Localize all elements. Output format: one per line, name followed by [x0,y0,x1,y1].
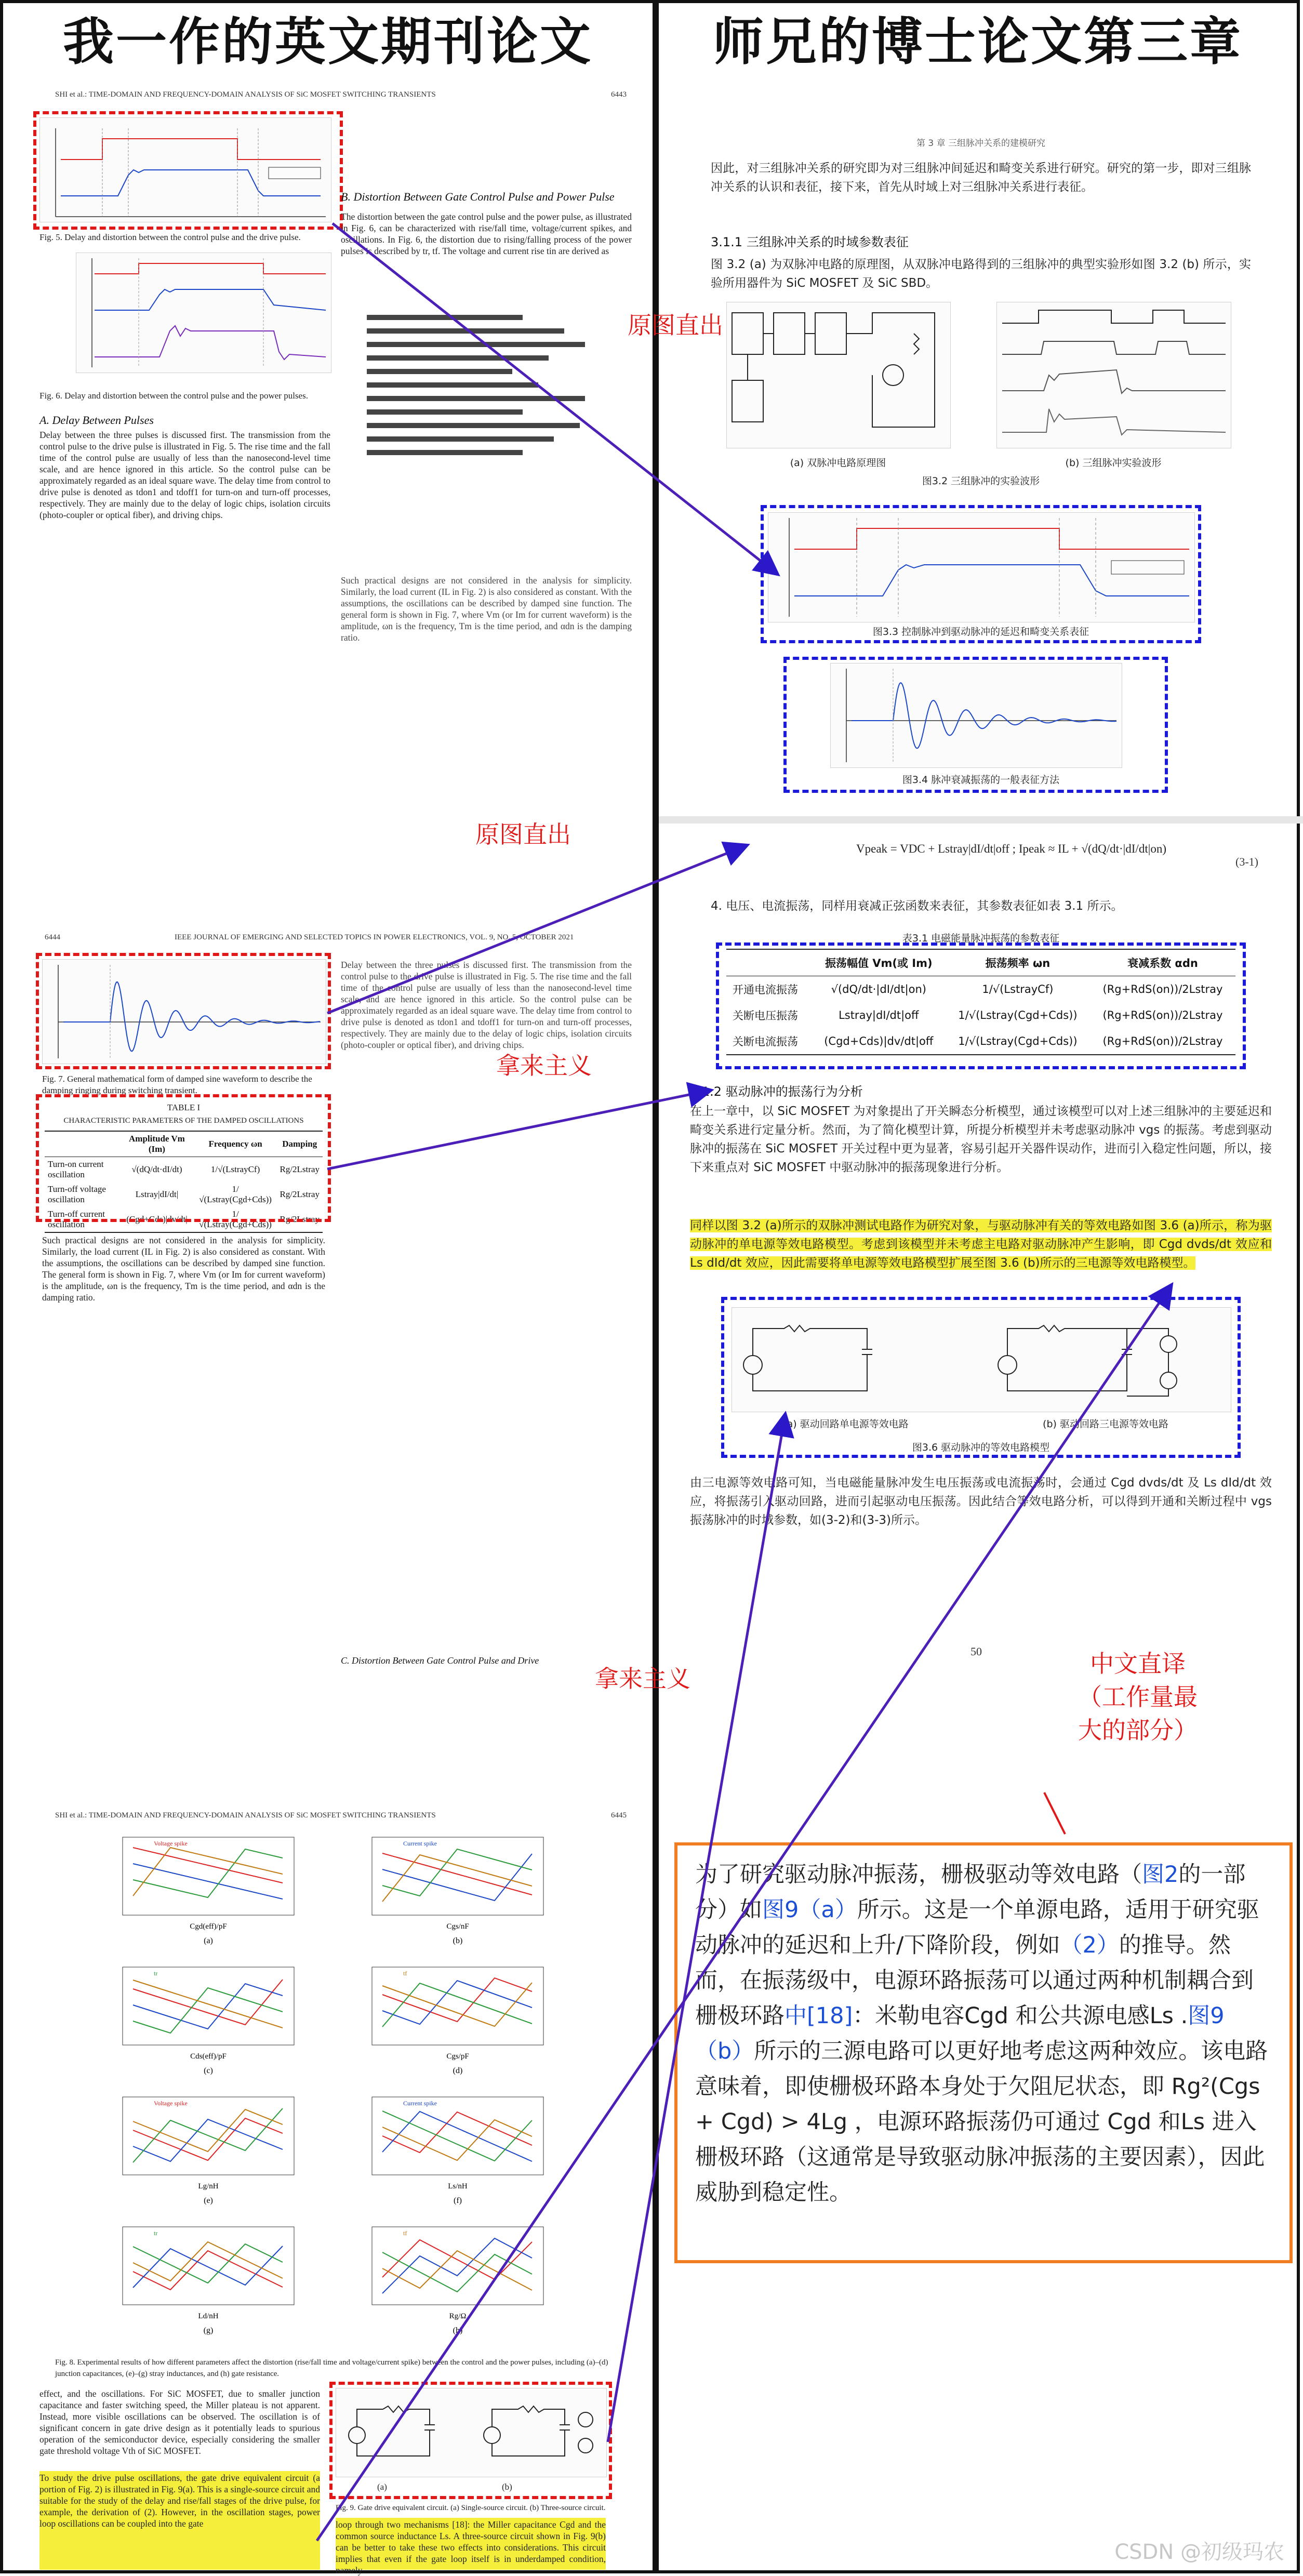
section-312-heading: 3.1.2 驱动脉冲的振荡行为分析 [690,1084,863,1099]
left-panel-title: 我一作的英文期刊论文 [62,12,593,72]
table-header-cell: 衰减系数 αdn [1090,949,1235,976]
fig9-highlight-frame [329,2382,612,2499]
highlighted-text: 同样以图 3.2 (a)所示的双脉冲测试电路作为研究对象，与驱动脉冲有关的等效电路如图 3.6 (a)所示，称为驱动脉冲的单电源等效电路模型。考虑到该模型并未考虑主电路对驱动脉冲产生影响，即 Cgd dvds/dt 效应和 Ls dId/dt 效应，因此需要将单电源等效电路模型扩展至图 3.6 (b)所示的三电源等效电路模型。 [690,1219,1272,1270]
fig8-xlabel: Ls/nH [448,2182,468,2190]
table-cell: 关断电压振荡 [733,1010,798,1022]
page-number: 6444 [45,933,60,941]
table-cell: (Cgd+Cds)|dv/dt|off [824,1035,934,1047]
section-312-paragraph: 在上一章中，以 SiC MOSFET 为对象提出了开关瞬态分析模型，通过该模型可以对上述三组脉冲的主要延迟和畸变关系进行定量分析。然而，为了简化模型计算，所提分析模型并未考虑驱动脉冲 vgs 的振荡。考虑到驱动脉冲的振荡在 SiC MOSFET 开关过程中更为显著，容易引起开关器件误动作，进而引入稳定性问题，所以，接下来重点对 SiC MOSFET 中驱动脉冲的振荡现象进行分析。 [690,1105,1272,1174]
translation-text: 所示。这是一个单源电路，适用于研究驱动脉冲的延迟和上升/下降阶段，例如 [695,1897,1259,1958]
table-cell: 关断电流振荡 [733,1035,798,1048]
label-line: （工作量最 [1078,1683,1198,1711]
equation-3-1-number: (3-1) [1235,855,1258,868]
fig8-sublabel: (c) [204,2066,213,2075]
intro-paragraph: 因此，对三组脉冲关系的研究即为对三组脉冲间延迟和畸变关系进行研究。研究的第一步，即对三组脉冲关系的认识和表征，接下来，首先从时域上对三组脉冲关系进行表征。 [711,162,1251,194]
fig33-caption: 图3.3 控制脉冲到驱动脉冲的延迟和畸变关系表征 [872,626,1089,638]
table-cell: 1/√(LstrayCf) [210,1164,260,1174]
table-cell: 1/√(Lstray(Cgd+Cds)) [199,1209,272,1229]
fig32b-waveforms [996,302,1231,448]
highlighted-target-paragraph [690,1216,1272,1272]
fig8-subplot-chart [91,1827,330,1951]
section-b-heading: B. Distortion Between Gate Control Pulse and Power Pulse [341,190,615,203]
label-direct-figure-2: 原图直出 [475,820,571,848]
fig8-subplot-chart [91,2216,330,2341]
fig8-sublabel: (g) [203,2326,214,2335]
table-cell: 1/√(LstrayCf) [982,983,1054,995]
fig8-subplot [341,1957,580,2081]
fig6-plot [76,253,331,373]
page-number: 50 [970,1645,982,1658]
highlighted-source-paragraph: To study the drive pulse oscillations, the gate drive equivalent circuit (a portion of Fig. 2) is illustrated in Fig. 9(a). This is a single-source circuit and suitable for the study of the delay and rise/fall stages of the drive pulse, for example, the derivation of (2). However, in the oscillation stages, power loop oscillations can be coupled into the gate [39,2473,320,2529]
fig32a-circuit [726,302,951,448]
label-borrow-2: 拿来主义 [595,1665,690,1693]
fig8-subplot-chart [341,1957,580,2081]
fig8-xlabel: Ld/nH [198,2312,219,2320]
fig32a-caption: (a) 双脉冲电路原理图 [790,457,886,469]
fig8-xlabel: Cgs/pF [446,2052,469,2061]
table-cell: 1/√(Lstray(Cgd+Cds)) [958,1035,1078,1047]
translation-text: 为了研究驱动脉冲振荡，栅极驱动等效电路（ [695,1862,1142,1888]
fig36b-caption: (b) 驱动回路三电源等效电路 [1043,1418,1168,1430]
fig5-highlight-frame [33,111,343,230]
translation-text: 所示的三源电路可以更好地考虑这两种效应。该电路意味着，即使栅极环路本身处于欠阻尼状态，即 Rg²(Cgs + Cgd) > 4Lg ，电源环路振荡仍可通过 Cgd 和Ls 进入栅极环路（这通常是导致驱动脉冲振荡的主要因素），因此威胁到稳定性。 [695,2038,1268,2206]
fig8-xlabel: Lg/nH [198,2182,219,2190]
fig8-subplot [91,2087,330,2211]
translation-text: ：米勒电容Cgd 和公共源电感Ls . [853,2003,1188,2029]
table-header-cell: Frequency ωn [194,1131,277,1157]
fig8-subplot [91,1957,330,2081]
fig32b-plot [997,302,1231,448]
fig9a-label: (a) [377,2482,387,2492]
fig9-caption: Fig. 9. Gate drive equivalent circuit. (a) Single-source circuit. (b) Three-source circuit. [336,2504,606,2512]
page-header: SHI et al.: TIME-DOMAIN AND FREQUENCY-DOMAIN ANALYSIS OF SiC MOSFET SWITCHING TRANSIENTS [55,90,436,99]
fig8-xlabel: Cds(eff)/pF [190,2052,227,2061]
fig8-subplot [91,1827,330,1951]
table-header-cell: Amplitude Vm (Im) [119,1131,194,1157]
reference-link[interactable]: 图9（a） [762,1897,857,1923]
fig7-caption: Fig. 7. General mathematical form of damped sine waveform to describe the damping ringing during switching transient. [42,1074,312,1095]
equation-3-1: Vpeak = VDC + Lstray|dI/dt|off ; Ipeak ≈ IL + √(dQ/dt·|dI/dt|on) [856,842,1166,855]
label-line: 中文直译 [1090,1650,1186,1678]
table-cell: 1/√(Lstray(Cgd+Cds)) [199,1184,272,1204]
equations-block [362,310,611,466]
table-cell: Rg/2Lstray [280,1189,320,1199]
fig8-legend-entry: tf [403,2229,407,2237]
translation-text: 的推导。然而，在振荡级中，电源环路振荡可以通过两种机制耦合到栅极环路 [695,1932,1254,2029]
table-cell: Lstray|dI/dt| [135,1189,179,1199]
section-311-heading: 3.1.1 三组脉冲关系的时域参数表征 [711,235,909,249]
fig8-xlabel: Cgs/nF [446,1922,469,1931]
table1-subtitle: CHARACTERISTIC PARAMETERS OF THE DAMPED OSCILLATIONS [63,1117,304,1125]
fig8-sublabel: (d) [453,2066,463,2075]
fig9b-label: (b) [502,2482,512,2492]
table-cell: Turn-off current oscillation [48,1209,105,1229]
table-cell: (Cgd+Cds)|dv/dt| [126,1214,188,1224]
table31-title: 表3.1 电磁能量脉冲振荡的参数表征 [902,933,1060,944]
highlighted-source-paragraph-2: loop through two mechanisms [18]: the Miller capacitance Cgd and the common source inductance Ls. A three-source circuit shown in Fig. 9(b) can be better to take these two effects into considerations. This circuit implies that even if the gate loop itself is in underdamped condition, namely [336,2519,606,2575]
page6444-column2: Delay between the three pulses is discussed first. The transmission from the control pulse to the drive pulse is illustrated in Fig. 5. The rise time and the fall time of the control pulse are usually of less than the nanosecond-level time scale, and are hence ignored in this article. So the control pulse can be approximately regarded as an ideal square wave. The delay time from control to drive pulse is denoted as tdon1 and tdoff1 for turn-on and turn-off processes, respectively. They are mainly due to the delay of logic chips, isolation circuits (photo-coupler or optical fiber), and driving chips. [341,960,632,1050]
fig32-caption: 图3.2 三组脉冲的实验波形 [922,475,1040,487]
fig32b-caption: (b) 三组脉冲实验波形 [1065,457,1162,469]
fig8-caption: Fig. 8. Experimental results of how different parameters affect the distortion (rise/fall time and voltage/current spike) between the control and the power pulses, including (a)–(d) junction capacitances, (e)–(g) stray inductances, and (h) gate resistance. [55,2358,608,2378]
fig8-sublabel: (e) [204,2196,213,2205]
table-cell: Turn-on current oscillation [48,1159,104,1179]
right-panel [656,0,1300,2573]
table-cell: (Rg+RdS(on))/2Lstray [1102,1035,1223,1047]
fig6-caption: Fig. 6. Delay and distortion between the control pulse and the power pulses. [39,391,308,401]
fig34-highlight-frame [783,657,1168,793]
item-4-text: 4. 电压、电流振荡，同样用衰减正弦函数来表征，其参数表征如表 3.1 所示。 [711,899,1123,913]
fig8-legend-entry: tr [154,1970,158,1977]
fig32a-schematic [727,302,950,448]
fig8-subplot-chart [341,2216,580,2341]
fig8-subplot-chart [341,2087,580,2211]
table-cell: (Rg+RdS(on))/2Lstray [1102,1009,1223,1021]
page-header: IEEE JOURNAL OF EMERGING AND SELECTED TOPICS IN POWER ELECTRONICS, VOL. 9, NO. 5, OCTOBER 2021 [175,933,574,941]
section-b-paragraph: The distortion between the gate control pulse and the power pulse, as illustrated in Fig. 6, can be characterized with rise/fall time, voltage/current spikes, and oscillations. In Fig. 6, the distortion due to rising/falling process of the power pulses is described by tr, tf. The voltage and current rise tin are derived as [341,211,632,256]
section-a-heading: A. Delay Between Pulses [39,414,154,427]
fig6-waveform [76,253,331,373]
fig8-sublabel: (h) [453,2326,463,2335]
fig33-highlight-frame [761,505,1201,643]
fig36a-caption: (a) 驱动回路单电源等效电路 [783,1418,909,1430]
label-line: 大的部分） [1078,1716,1198,1744]
section-c-heading: C. Distortion Between Gate Control Pulse and Drive [341,1655,539,1666]
label-direct-figure-1: 原图直出 [628,311,723,339]
section-b-continued: Such practical designs are not considered in the analysis for simplicity. Similarly, the load current (IL in Fig. 2) is also considered as constant. With the assumptions, the oscillations can be described by damped sine function. The general form is shown in Fig. 7, where Vm (or Im for current waveform) is the amplitude, ωn is the frequency, Tm is the time period, and αdn is the damping ratio. [341,575,632,643]
fig8-legend-entry: tf [403,1970,407,1977]
table31-highlight-frame [716,942,1246,1069]
page6444-paragraph: Such practical designs are not considered in the analysis for simplicity. Similarly, the load current (IL in Fig. 2) is also considered as constant. With the assumptions, the oscillations can be described by damped sine function. The general form is shown in Fig. 7, where Vm (or Im for current waveform) is the amplitude, ωn is the frequency, Tm is the time period, and αdn is the damping ratio. [42,1235,325,1303]
fig7-highlight-frame [36,953,331,1069]
fig8-xlabel: Rg/Ω [449,2312,467,2320]
reference-link[interactable]: 图2 [1142,1862,1179,1888]
fig8-subplot-chart [91,2087,330,2211]
page-number: 6443 [611,90,627,99]
label-chinese-translation [1060,1647,1216,1747]
fig8-subplot [341,2216,580,2341]
reference-link[interactable]: （2） [1060,1932,1119,1958]
fig8-subplot-chart [91,1957,330,2081]
table-cell: Turn-off voltage oscillation [48,1184,106,1204]
fig8-legend-entry: Voltage spike [154,2100,188,2107]
fig8-legend-entry: Current spike [403,2100,437,2107]
table1-highlight-frame [36,1094,331,1222]
translation-box [674,1842,1293,2263]
fig5-caption: Fig. 5. Delay and distortion between the control pulse and the drive pulse. [39,232,301,242]
table-cell: 开通电流振荡 [733,984,798,996]
table-cell: Rg/2Lstray [280,1164,320,1174]
page6445-paragraph: effect, and the oscillations. For SiC MOSFET, due to smaller junction capacitance and faster switching speed, the Miller plateau is not apparent. Instead, more visible oscillations can be observed. The oscillation is of significant concern in gate drive design as it potentially leads to spurious operation of the semiconductor device, especially considering the smaller gate threshold voltage Vth of SiC MOSFET. [39,2388,320,2456]
fig8-subplot [341,1827,580,1951]
table-cell: Lstray|dI/dt|off [839,1009,919,1021]
reference-link[interactable]: 中[18] [785,2003,853,2029]
section-a-paragraph: Delay between the three pulses is discussed first. The transmission from the control pulse to the drive pulse is illustrated in Fig. 5. The rise time and the fall time of the control pulse are usually of less than the nanosecond-level time scale, and are hence ignored in this article. So the control pulse can be approximately regarded as an ideal square wave. The delay time from control to drive pulse is denoted as tdon1 and tdoff1 for turn-on and turn-off processes, respectively. They are mainly due to the delay of logic chips, isolation circuits (photo-coupler or optical fiber), and driving chips. [39,430,330,520]
reference-link[interactable]: 图9（b） [695,2003,1225,2064]
fig8-subplot-chart [341,1827,580,1951]
fig8-subplot [341,2087,580,2211]
fig8-xlabel: Cgd(eff)/pF [190,1922,227,1931]
table-header-cell: Damping [276,1131,323,1157]
chapter-header: 第 3 章 三组脉冲关系的建模研究 [916,138,1046,149]
fig36-highlight-frame [721,1297,1241,1458]
equation-lines [362,310,611,466]
fig8-legend-entry: Voltage spike [154,1840,188,1847]
table-cell: (Rg+RdS(on))/2Lstray [1102,983,1223,995]
table-header-cell: 振荡频率 ωn [946,949,1090,976]
fig8-sublabel: (b) [453,1936,463,1945]
translation-text: 的一部分）如 [695,1862,1246,1923]
fig8-sublabel: (f) [454,2196,462,2205]
fig34-caption: 图3.4 脉冲衰减振荡的一般表征方法 [902,774,1060,786]
table-cell: 1/√(Lstray(Cgd+Cds)) [958,1009,1078,1021]
table-cell: Rg/2Lstray [280,1214,320,1224]
table1-title: TABLE I [167,1103,201,1112]
fig36-caption: 图3.6 驱动脉冲的等效电路模型 [912,1442,1050,1453]
after-fig36-paragraph: 由三电源等效电路可知，当电磁能量脉冲发生电压振荡或电流振荡时，会通过 Cgd dvds/dt 及 Ls dId/dt 效应，将振荡引入驱动回路，进而引起驱动电压振荡。因此结合等效电路分析，可以得到开通和关断过程中 vgs 振荡脉冲的时域参数，如(3-2)和(3-3)所示。 [690,1476,1272,1527]
csdn-watermark: CSDN @初级玛农 [1114,2540,1284,2564]
page-header: SHI et al.: TIME-DOMAIN AND FREQUENCY-DOMAIN ANALYSIS OF SiC MOSFET SWITCHING TRANSIENTS [55,1811,436,1820]
label-borrow-1: 拿来主义 [496,1052,592,1080]
table-cell: √(dQ/dt·|dI/dt|on) [831,983,926,995]
section-311-paragraph: 图 3.2 (a) 为双脉冲电路的原理图，从双脉冲电路得到的三组脉冲的典型实验形如图 3.2 (b) 所示，实验所用器件为 SiC MOSFET 及 SiC SBD。 [711,258,1251,290]
right-panel-title: 师兄的博士论文第三章 [712,12,1243,72]
fig8-subplot-grid [91,1827,590,2346]
fig8-subplot [91,2216,330,2341]
table-header-cell: 振荡幅值 Vm(或 Im) [812,949,946,976]
fig8-sublabel: (a) [204,1936,213,1945]
fig8-legend-entry: tr [154,2229,158,2237]
table-cell: √(dQ/dt·dI/dt) [131,1164,182,1174]
page-break [659,816,1303,824]
fig8-legend-entry: Current spike [403,1840,437,1847]
page-number: 6445 [611,1811,627,1820]
